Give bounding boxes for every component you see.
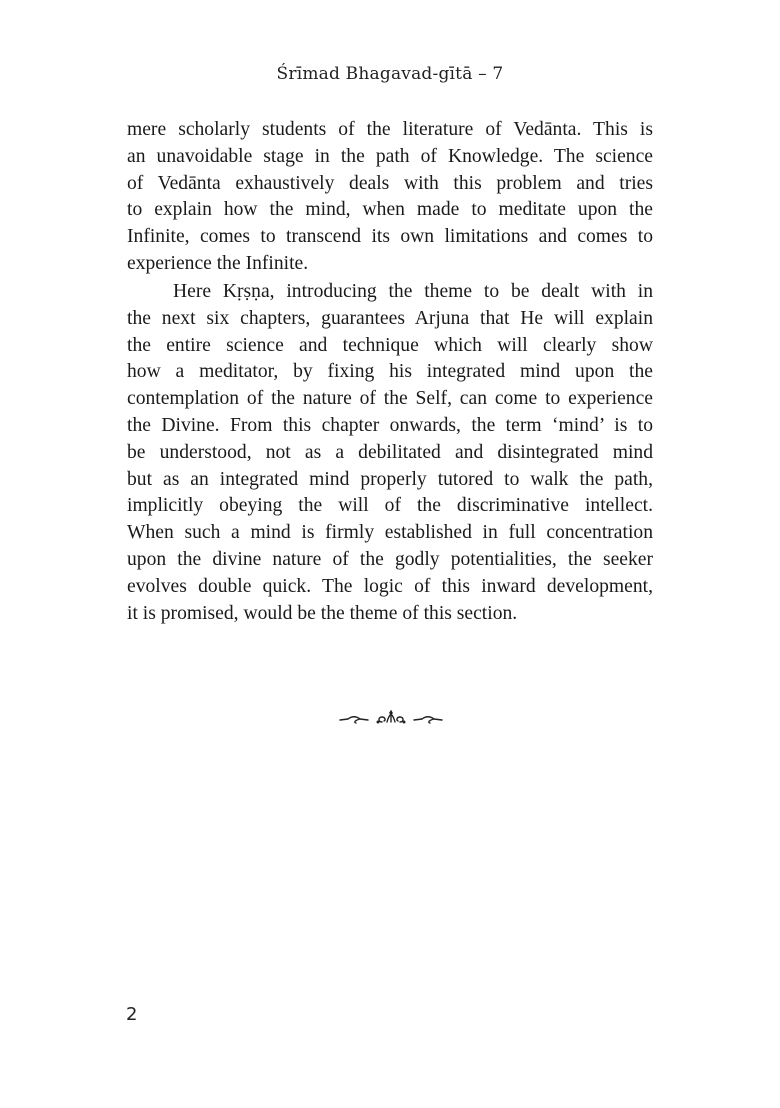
text-line: contemplation of the nature of the Self, can come to experience	[127, 388, 653, 410]
text-line: it is promised, would be the theme of this section.	[127, 602, 518, 624]
running-header: Śrīmad Bhagavad-gītā – 7	[276, 64, 504, 84]
text-line: the Divine. From this chapter onwards, the term ‘mind’ is to	[127, 414, 653, 436]
floral-divider-icon	[338, 708, 444, 730]
text-line: Here Kṛṣṇa, introducing the theme to be dealt with in	[173, 281, 653, 302]
text-line: how a meditator, by fixing his integrated mind upon the	[127, 361, 653, 383]
text-line: When such a mind is firmly established in full concentration	[127, 522, 653, 544]
text-line: upon the divine nature of the godly potentialities, the seeker	[127, 548, 653, 570]
text-line: experience the Infinite.	[127, 252, 309, 274]
text-line: evolves double quick. The logic of this inward development,	[127, 575, 653, 597]
paragraph-1	[127, 117, 653, 278]
text-line: Infinite, comes to transcend its own limitations and comes to	[127, 226, 653, 248]
text-line: but as an integrated mind properly tutored to walk the path,	[127, 468, 653, 490]
paragraph-2	[127, 279, 653, 627]
text-line: the entire science and technique which will clearly show	[127, 334, 653, 356]
text-line: an unavoidable stage in the path of Knowledge. The science	[127, 145, 653, 167]
text-line: to explain how the mind, when made to meditate upon the	[127, 199, 653, 221]
text-line: be understood, not as a debilitated and disintegrated mind	[127, 441, 653, 463]
page-number: 2	[126, 1004, 138, 1025]
text-line: implicitly obeying the will of the discriminative intellect.	[127, 495, 653, 517]
text-line: of Vedānta exhaustively deals with this problem and tries	[127, 172, 653, 194]
text-line: the next six chapters, guarantees Arjuna that He will explain	[127, 307, 653, 329]
text-line: mere scholarly students of the literature of Vedānta. This is	[127, 119, 653, 140]
